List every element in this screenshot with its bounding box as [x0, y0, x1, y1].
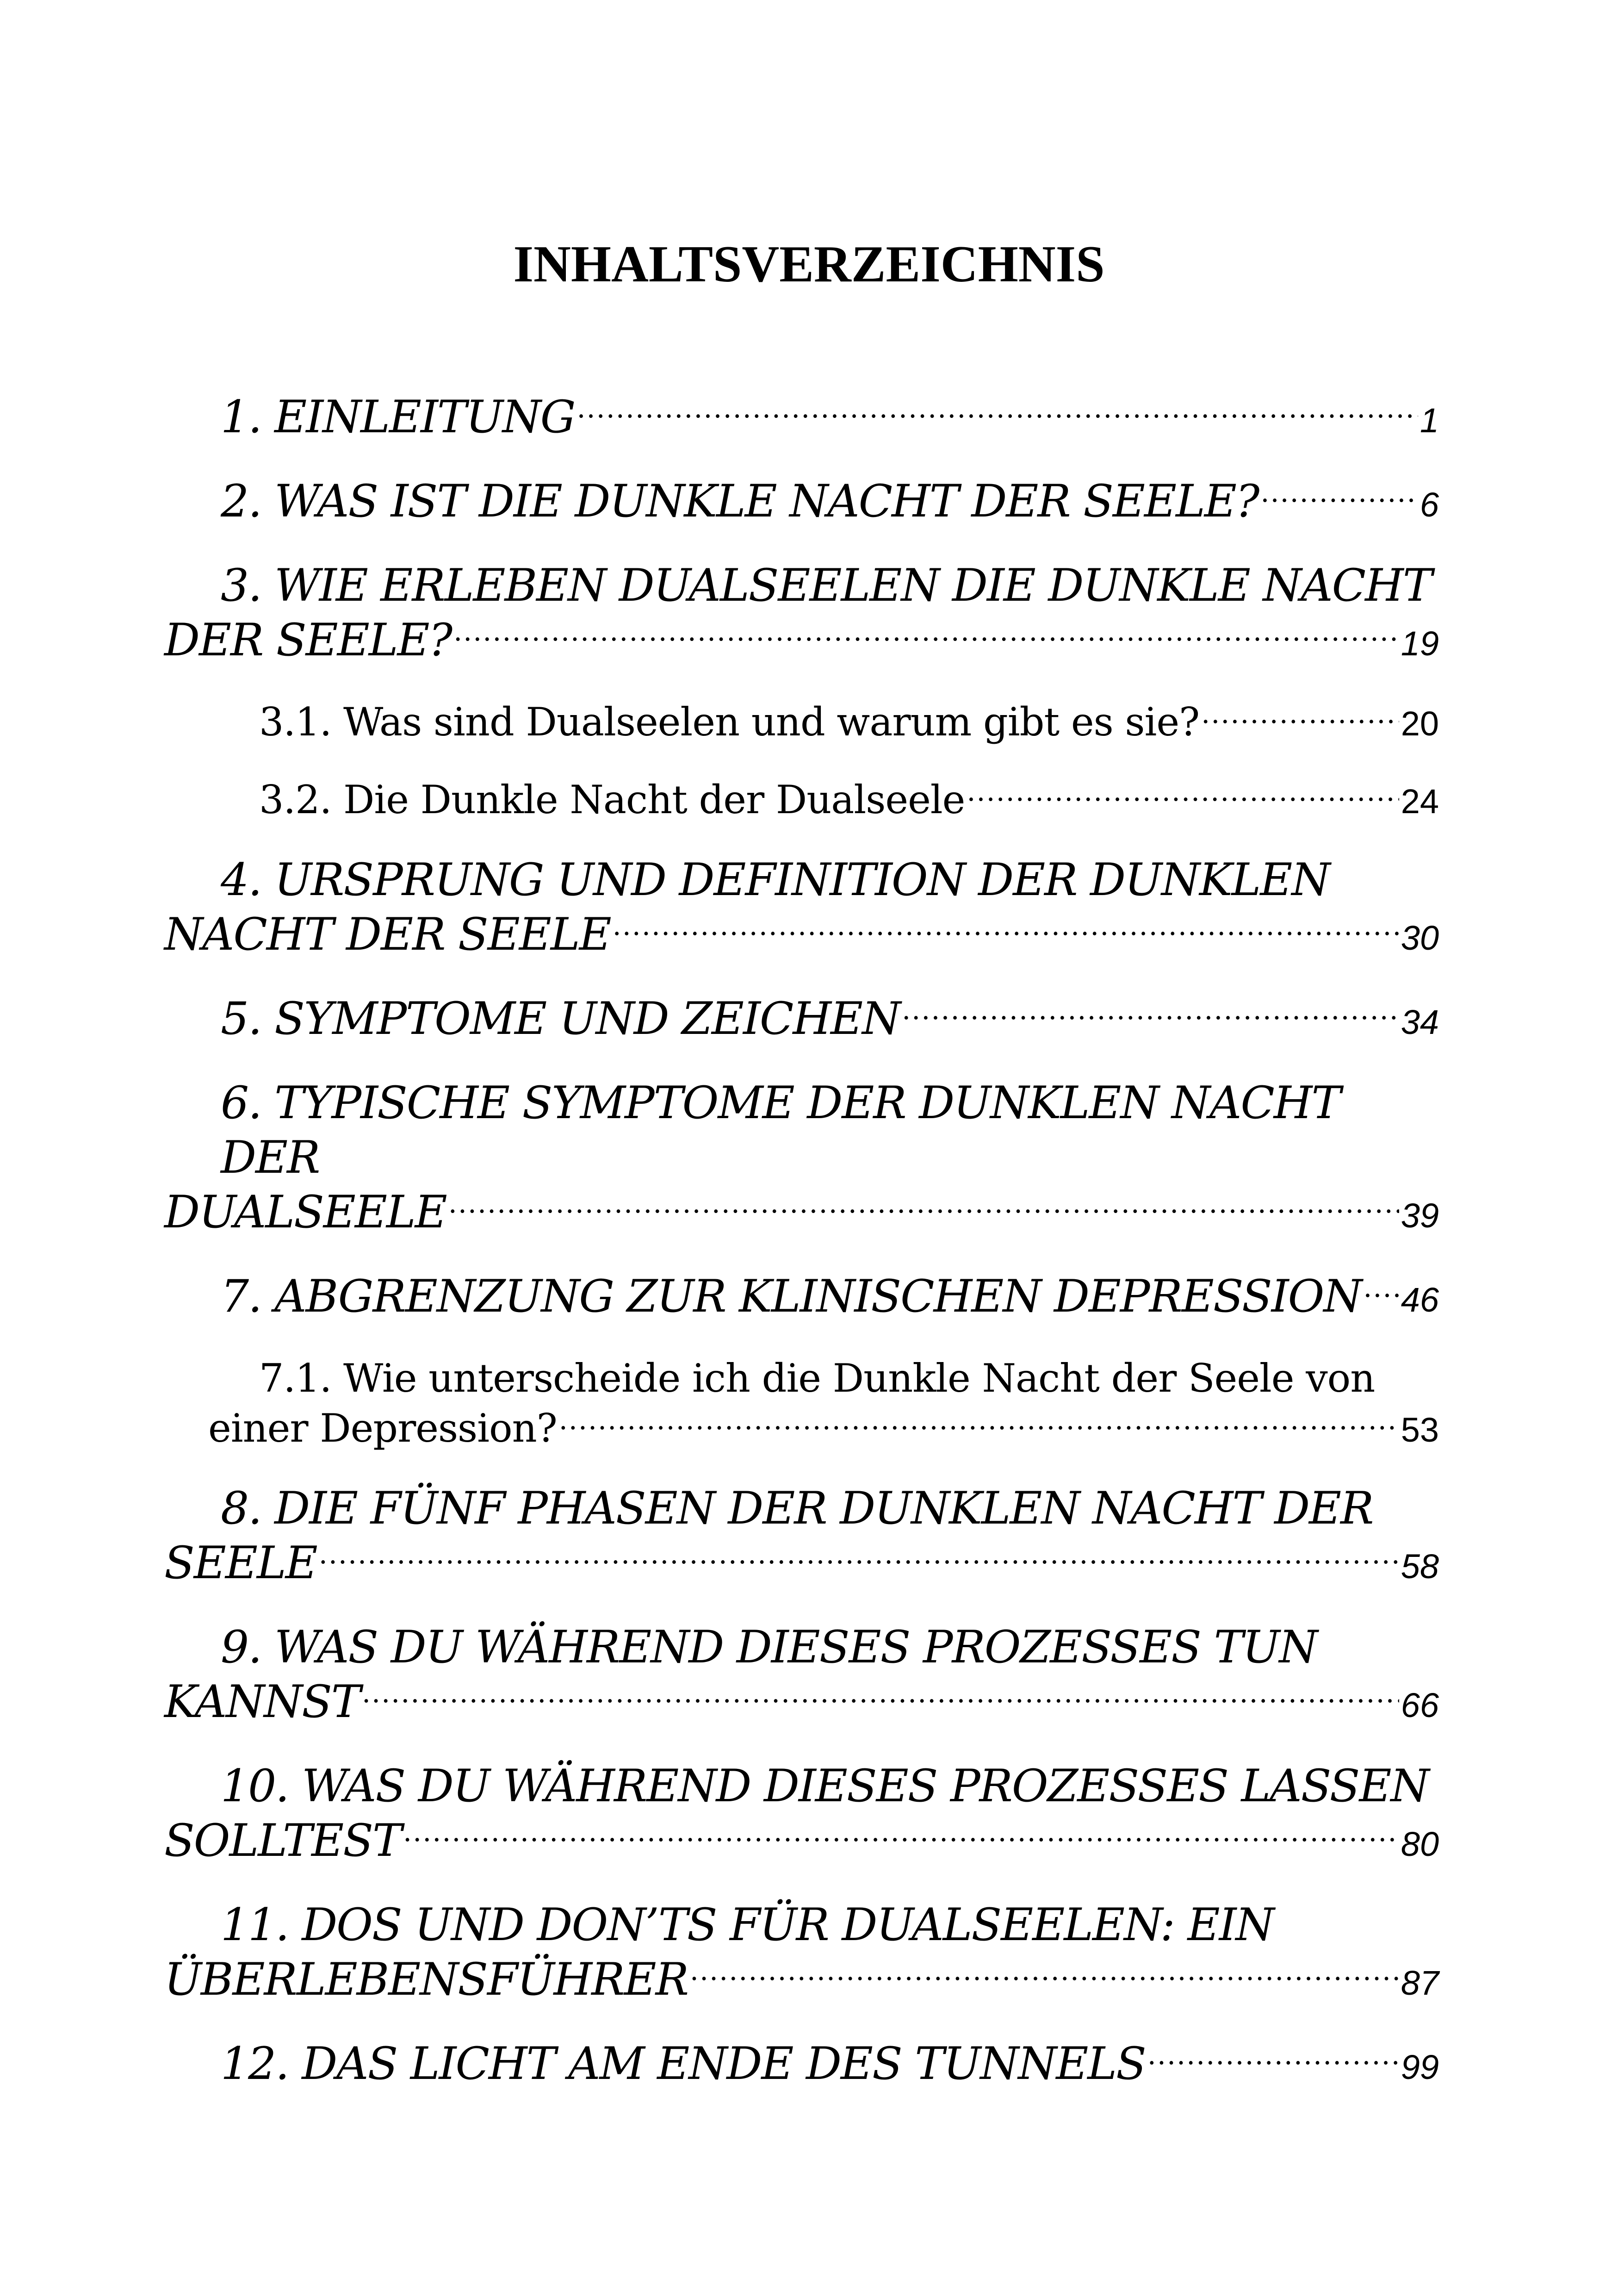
toc-page-number: 20 — [1401, 704, 1439, 743]
toc-entry-title-line: 4. URSPRUNG UND DEFINITION DER DUNKLEN — [221, 854, 1330, 906]
toc-entry-title-line: 7.1. Wie unterscheide ich die Dunkle Nacht der Seele von — [259, 1356, 1375, 1401]
toc-chapter-entry[interactable] — [164, 2036, 1439, 2095]
toc-subsection-entry[interactable] — [164, 697, 1439, 749]
toc-entry-title-line: 3. WIE ERLEBEN DUALSEELEN DIE DUNKLE NACHT — [221, 560, 1432, 611]
dot-leader — [1147, 2051, 1399, 2079]
toc-entry-title-line: SOLLTEST — [164, 1815, 402, 1867]
toc-entry-title-line: einer Depression? — [208, 1406, 557, 1451]
toc-entry-title-line: 3.2. Die Dunkle Nacht der Dualseele — [259, 777, 965, 822]
toc-entry-title-line: 10. WAS DU WÄHREND DIESES PROZESSES LASSEN — [221, 1760, 1429, 1812]
toc-page-number: 19 — [1401, 624, 1439, 663]
toc-entry-title-line: 7. ABGRENZUNG ZUR KLINISCHEN DEPRESSION — [221, 1270, 1362, 1322]
dot-leader — [967, 785, 1399, 813]
toc-chapter-entry[interactable] — [164, 1620, 1439, 1733]
toc-entry-title-line: 3.1. Was sind Dualseelen und warum gibt es sie? — [259, 699, 1200, 745]
toc-entry-title-line: 1. EINLEITUNG — [221, 391, 575, 443]
toc-chapter-entry[interactable] — [164, 474, 1439, 532]
toc-page-number: 87 — [1401, 1964, 1439, 2002]
toc-page-number: 1 — [1420, 401, 1439, 440]
toc-chapter-entry[interactable] — [164, 852, 1439, 965]
toc-entry-title-line: 12. DAS LICHT AM ENDE DES TUNNELS — [221, 2038, 1146, 2090]
toc-subsection-entry[interactable] — [164, 775, 1439, 827]
dot-leader — [690, 1967, 1399, 1995]
toc-chapter-entry[interactable] — [164, 1076, 1439, 1243]
toc-entry-title-line: 11. DOS UND DON’TS FÜR DUALSEELEN: EIN — [221, 1899, 1274, 1951]
toc-chapter-entry[interactable] — [164, 390, 1439, 448]
toc-entry-title-line: NACHT DER SEELE — [164, 908, 611, 960]
toc-page-number: 39 — [1401, 1196, 1439, 1235]
toc-chapter-entry[interactable] — [164, 991, 1439, 1050]
dot-leader — [559, 1414, 1399, 1442]
toc-chapter-entry[interactable] — [164, 1898, 1439, 2010]
toc-entry-title-line: DUALSEELE — [164, 1186, 446, 1238]
dot-leader — [902, 1006, 1399, 1034]
toc-chapter-entry[interactable] — [164, 1269, 1439, 1327]
toc-subsection-entry[interactable] — [164, 1353, 1439, 1455]
dot-leader — [319, 1550, 1399, 1578]
toc-page-number: 46 — [1401, 1281, 1439, 1319]
toc-page-number: 30 — [1401, 919, 1439, 957]
toc-entry-title-line: KANNST — [164, 1676, 360, 1728]
toc-page-number: 99 — [1401, 2048, 1439, 2086]
toc-chapter-entry[interactable] — [164, 1481, 1439, 1594]
dot-leader — [362, 1689, 1399, 1717]
table-of-contents — [164, 390, 1439, 2121]
toc-entry-title-line: 2. WAS IST DIE DUNKLE NACHT DER SEELE? — [221, 475, 1259, 527]
toc-chapter-entry[interactable] — [164, 558, 1439, 671]
dot-leader — [403, 1828, 1399, 1856]
toc-entry-title-line: ÜBERLEBENSFÜHRER — [164, 1954, 688, 2005]
toc-entry-title-line: 5. SYMPTOME UND ZEICHEN — [221, 993, 900, 1045]
toc-page-number: 58 — [1401, 1547, 1439, 1586]
dot-leader — [453, 628, 1399, 655]
toc-page-number: 53 — [1401, 1411, 1439, 1449]
toc-page-number: 34 — [1401, 1003, 1439, 1041]
toc-entry-title-line: DER SEELE? — [164, 614, 452, 666]
toc-entry-title-line: SEELE — [164, 1537, 317, 1589]
toc-entry-title-line: 8. DIE FÜNF PHASEN DER DUNKLEN NACHT DER — [221, 1482, 1373, 1534]
toc-page-number: 24 — [1401, 782, 1439, 821]
dot-leader — [1363, 1284, 1399, 1312]
dot-leader — [448, 1200, 1399, 1227]
toc-chapter-entry[interactable] — [164, 1759, 1439, 1872]
dot-leader — [613, 922, 1399, 950]
toc-page-number: 80 — [1401, 1825, 1439, 1863]
page-title: INHALTSVERZEICHNIS — [513, 236, 1105, 293]
dot-leader — [577, 404, 1418, 432]
toc-entry-title-line: 9. WAS DU WÄHREND DIESES PROZESSES TUN — [221, 1621, 1317, 1673]
toc-page-number: 6 — [1420, 485, 1439, 524]
toc-page-number: 66 — [1401, 1686, 1439, 1724]
dot-leader — [1201, 708, 1399, 735]
toc-entry-title-line: 6. TYPISCHE SYMPTOME DER DUNKLEN NACHT DER — [221, 1077, 1340, 1183]
dot-leader — [1260, 489, 1418, 516]
